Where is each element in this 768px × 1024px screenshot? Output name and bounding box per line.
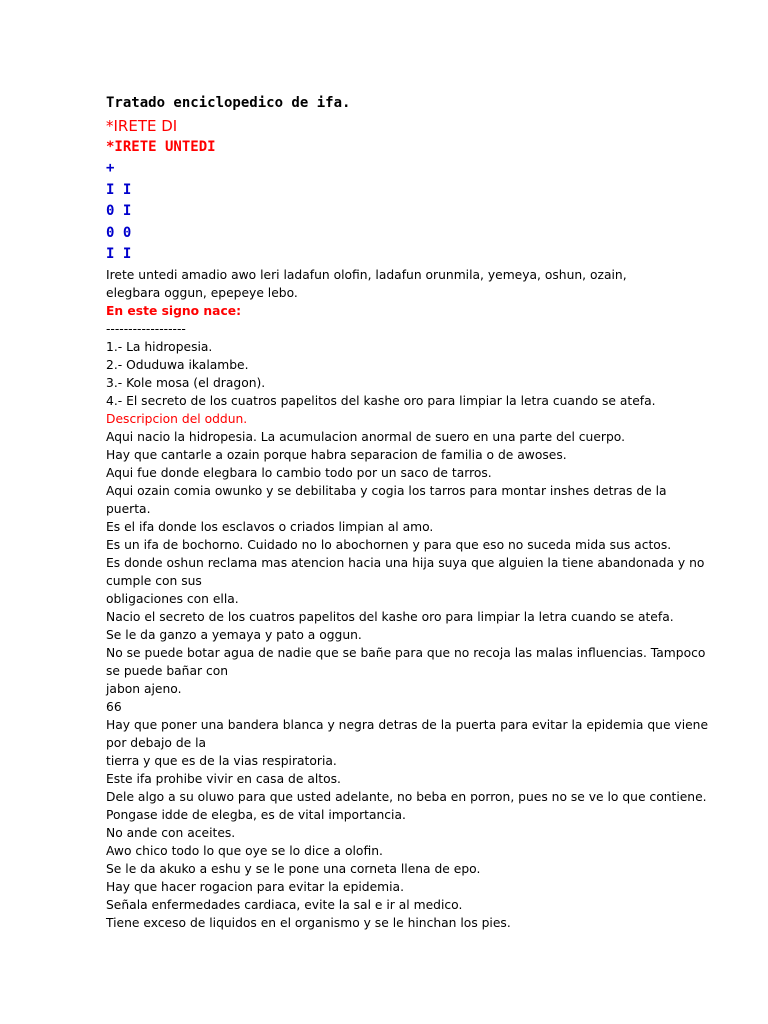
separator-line: ------------------ <box>106 321 186 336</box>
body-line: puerta. <box>106 501 151 516</box>
body-line: tierra y que es de la vias respiratoria. <box>106 753 337 768</box>
body-line: Nacio el secreto de los cuatros papelitos del kashe oro para limpiar la letra cuando se atefa. <box>106 609 674 624</box>
body-line: obligaciones con ella. <box>106 591 239 606</box>
body-line: Es un ifa de bochorno. Cuidado no lo abochornen y para que eso no suceda mida sus actos. <box>106 537 672 552</box>
body-line: jabon ajeno. <box>106 681 182 696</box>
body-text <box>106 428 709 932</box>
nace-list <box>106 338 666 410</box>
list-item: 1.- La hidropesia. <box>106 339 213 354</box>
list-item: 3.- Kole mosa (el dragon). <box>106 375 266 390</box>
odu-marks <box>106 158 666 266</box>
body-line: se puede bañar con <box>106 663 229 678</box>
body-line: Se le da akuko a eshu y se le pone una corneta llena de epo. <box>106 861 481 876</box>
odu-mark-row: 0 0 <box>106 224 132 241</box>
document-title: Tratado enciclopedico de ifa. <box>106 95 351 111</box>
body-line: por debajo de la <box>106 735 207 750</box>
list-item: 4.- El secreto de los cuatros papelitos del kashe oro para limpiar la letra cuando se atefa. <box>106 393 656 408</box>
body-line: Aqui nacio la hidropesia. La acumulacion anormal de suero en una parte del cuerpo. <box>106 429 625 444</box>
body-line: Dele algo a su oluwo para que usted adelante, no beba en porron, pues no se ve lo que contiene. <box>106 789 707 804</box>
body-line: Es donde oshun reclama mas atencion hacia una hija suya que alguien la tiene abandonada y no <box>106 555 705 570</box>
body-line: Hay que cantarle a ozain porque habra separacion de familia o de awoses. <box>106 447 567 462</box>
body-line: Hay que poner una bandera blanca y negra detras de la puerta para evitar la epidemia que viene <box>106 717 709 732</box>
body-line: Este ifa prohibe vivir en casa de altos. <box>106 771 341 786</box>
odu-mark-row: I I <box>106 246 132 262</box>
odu-mark-row: I I <box>106 181 132 198</box>
body-line: Hay que hacer rogacion para evitar la epidemia. <box>106 879 404 894</box>
odu-mark-row: + <box>106 160 115 176</box>
body-line: Es el ifa donde los esclavos o criados limpian al amo. <box>106 519 434 534</box>
body-line: Pongase idde de elegba, es de vital importancia. <box>106 807 406 822</box>
body-line: Awo chico todo lo que oye se lo dice a olofin. <box>106 843 383 858</box>
body-line: Tiene exceso de liquidos en el organismo y se le hinchan los pies. <box>106 915 511 930</box>
body-line: No ande con aceites. <box>106 825 236 840</box>
list-item: 2.- Oduduwa ikalambe. <box>106 357 249 372</box>
sign-name-irete-di: *IRETE DI <box>106 117 178 135</box>
body-line: cumple con sus <box>106 573 202 588</box>
document-page <box>106 94 709 932</box>
body-line: Aqui fue donde elegbara lo cambio todo por un saco de tarros. <box>106 465 492 480</box>
body-line: Señala enfermedades cardiaca, evite la sal e ir al medico. <box>106 897 463 912</box>
sign-name-irete-untedi: *IRETE UNTEDI <box>106 139 216 155</box>
body-line: Aqui ozain comia owunko y se debilitaba y cogia los tarros para montar inshes detras de la <box>106 483 667 498</box>
odu-mark-row: 0 I <box>106 203 132 219</box>
body-line: Se le da ganzo a yemaya y pato a oggun. <box>106 627 362 642</box>
page-number: 66 <box>106 699 122 714</box>
descripcion-heading: Descripcion del oddun. <box>106 411 248 426</box>
intro-paragraph: Irete untedi amadio awo leri ladafun olofin, ladafun orunmila, yemeya, oshun, ozain, elegbara oggun, epepeye lebo. <box>106 267 627 300</box>
body-line: No se puede botar agua de nadie que se bañe para que no recoja las malas influencias. Tampoco <box>106 645 706 660</box>
nace-heading: En este signo nace: <box>106 303 242 318</box>
